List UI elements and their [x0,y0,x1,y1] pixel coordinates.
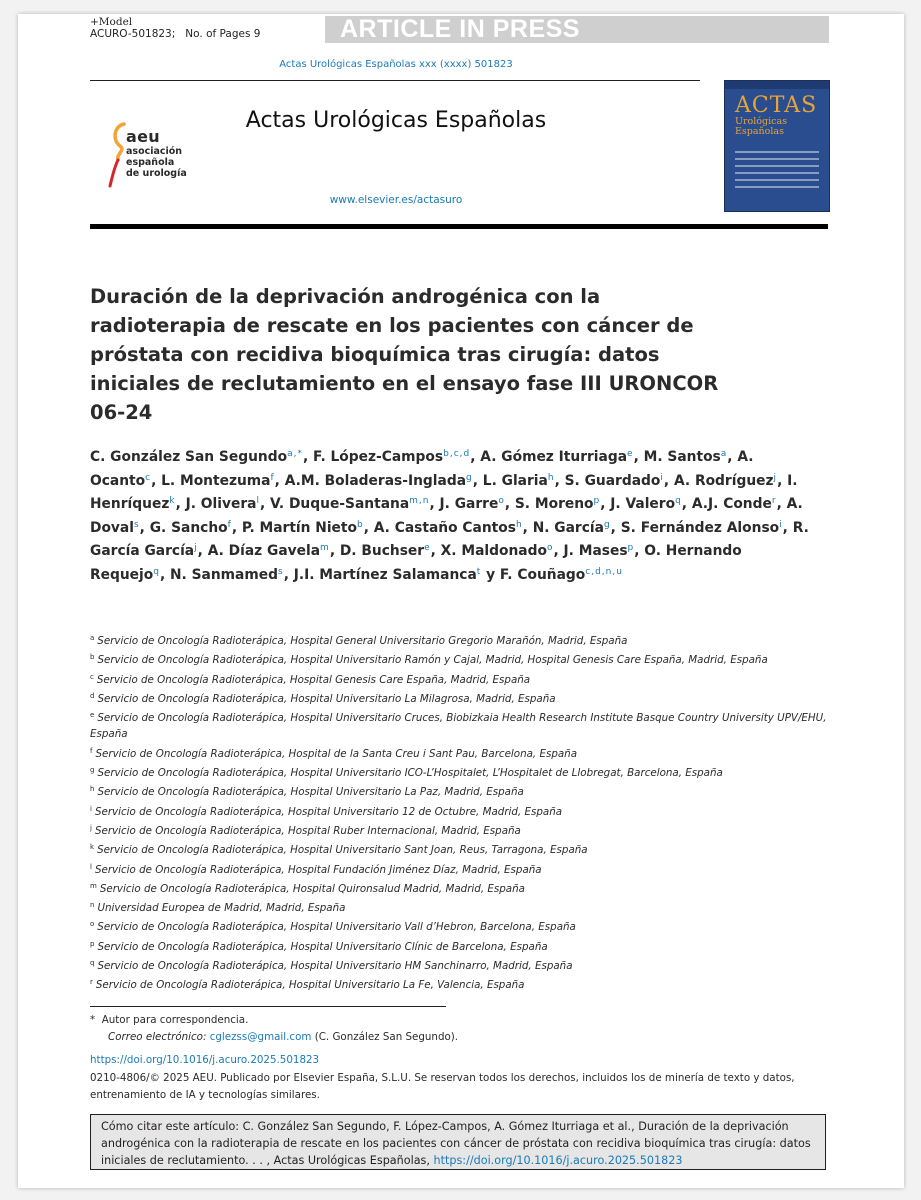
cover-subtitle: Urológicas Españolas [735,116,788,137]
affiliation-text: Servicio de Oncología Radioterápica, Hospital Universitario La Paz, Madrid, España [97,786,524,799]
author-name: A. Castaño Cantos [373,519,516,536]
author-affiliation-ref[interactable]: e [424,543,431,554]
aeu-logo-text [126,146,187,179]
article-id: ACURO-501823; [90,28,176,40]
affiliation-key: k [90,843,95,852]
affiliation-item [90,839,830,858]
affiliation-key: j [90,823,92,832]
author-affiliation-ref[interactable]: h [547,472,555,483]
author-affiliation-ref[interactable]: f [270,472,275,483]
author-list: C. González San Segundo$^{a,*}$, F. López-Campos$^{b,c,d}$, A. Gómez Iturriaga$^e$, M. Santos$^a$, A. Ocanto$^c$, L. Montezuma$^f$, A.M. Boladeras-Inglada$^g$, L. Glaria$^h$, S. Guardado$^i$, A. Rodríguez$^j$, I. Henríquez$^k$, J. Olivera$^l$, V. Duque-Santana$^{m,n}$, J. Garre$^o$, S. Moreno$^p$, J. Valero$^q$, A.J. Conde$^r$, A. Doval$^s$, G. Sancho$^f$, P. Martín Nieto$^b$, A. Castaño Cantos$^h$, N. García$^g$, S. Fernández Alonso$^i$, R. García García$^j$, A. Díaz Gavela$^m$, D. Buchser$^e$, X. Maldonado$^o$, J. Mases$^p$, O. Hernando Requejo$^q$, N. Sanmamed$^s$, J.I. Martínez Salamanca$^t$ y F. Couñago$^{c,d,n,u}$ [90,449,809,583]
author-affiliation-ref[interactable]: g [466,472,473,483]
affiliation-key: a [90,634,95,642]
author-name: R. García García [90,519,809,560]
page-count: No. of Pages 9 [185,28,261,40]
author-affiliation-ref[interactable]: k [169,496,176,507]
affiliation-text: Servicio de Oncología Radioterápica, Hospital Universitario La Fe, Valencia, España [95,979,525,992]
author-affiliation-ref[interactable]: r [771,496,777,507]
affiliation-item [90,936,830,955]
author-name: A. Rodríguez [673,472,774,489]
affiliation-key: m [90,881,97,890]
aeu-logo-line2: española [126,157,175,168]
aeu-logo-line1: asociación [126,146,183,157]
author-affiliation-ref[interactable]: t [476,566,482,577]
affiliation-item [90,688,830,707]
author-affiliation-ref[interactable]: m [320,543,330,554]
affiliation-key: e [90,711,95,720]
affiliation-text: Servicio de Oncología Radioterápica, Hospital Universitario ICO-L’Hospitalet, L’Hospitalet de Llobregat, Barcelona, España [97,767,723,780]
aeu-logo-name: aeu [126,127,160,146]
affiliation-key: g [90,766,95,775]
affiliation-key: r [90,978,93,987]
author-affiliation-ref[interactable]: h [515,519,523,530]
affiliation-text: Servicio de Oncología Radioterápica, Hospital Universitario HM Sanchinarro, Madrid, España [97,960,573,973]
author-name: J. Garre [439,496,499,513]
author-affiliation-ref[interactable]: j [194,543,198,554]
footnote-line1: Autor para correspondencia. [101,1014,249,1026]
affiliation-text: Servicio de Oncología Radioterápica, Hospital Genesis Care España, Madrid, España [96,673,531,686]
author-name: A.J. Conde [691,496,772,513]
affiliation-item [90,630,830,649]
citation-box [90,1114,826,1170]
author-affiliation-ref[interactable]: b [356,519,364,530]
affiliation-key: c [90,672,94,681]
aeu-logo-line3: de urología [126,168,187,179]
author-name: L. Glaria [482,472,548,489]
author-name: P. Martín Nieto [241,519,357,536]
cover-decorative-lines [735,151,819,193]
affiliation-list [90,630,830,994]
affiliation-item [90,820,830,839]
author-name: S. Guardado [564,472,661,489]
article-in-press-banner [325,16,829,43]
affiliation-text: Servicio de Oncología Radioterápica, Hospital Ruber Internacional, Madrid, España [94,824,521,837]
author-affiliation-ref[interactable]: q [153,566,160,577]
footnote-rule [90,1006,446,1007]
affiliation-text: Servicio de Oncología Radioterápica, Hospital Quironsalud Madrid, Madrid, España [99,882,525,895]
affiliation-item [90,762,830,781]
affiliation-text: Servicio de Oncología Radioterápica, Hospital Universitario Clínic de Barcelona, España [97,940,548,953]
journal-url-link[interactable]: www.elsevier.es/actasuro [329,194,463,206]
author-affiliation-ref[interactable]: c [145,472,152,483]
affiliation-text: Servicio de Oncología Radioterápica, Hospital Universitario Ramón y Cajal, Madrid, Hospital Genesis Care España, Madrid, España [97,654,768,667]
affiliation-key: n [90,901,95,910]
author-name: A.M. Boladeras-Inglada [284,472,467,489]
email-link[interactable]: cglezss@gmail.com [209,1031,312,1043]
author-affiliation-ref[interactable]: o [546,543,554,554]
citation-text: Cómo citar este artículo: C. González San Segundo, F. López-Campos, A. Gómez Iturriaga et al., Duración de la deprivación androgénica con la radioterapia de rescate en los pacientes con cáncer de próstata con recidiva bioquímica tras cirugía: datos iniciales de reclutamiento. . . , Actas Urológicas Españolas, [101,1120,811,1167]
author-name: A. Ocanto [90,449,754,489]
email-owner: (C. González San Segundo). [314,1031,459,1043]
author-affiliation-ref[interactable]: a,* [287,449,303,459]
footnote-marker: * [90,1014,96,1026]
journal-cover-image [724,80,830,212]
author-name: J.I. Martínez Salamanca [293,566,477,583]
author-affiliation-ref[interactable]: m,n [409,496,430,507]
author-name: A. Gómez Iturriaga [480,449,628,465]
affiliation-text: Servicio de Oncología Radioterápica, Hospital Universitario La Milagrosa, Madrid, España [97,692,556,705]
affiliation-text: Universidad Europea de Madrid, Madrid, España [97,902,346,915]
author-affiliation-ref[interactable]: e [627,449,634,459]
affiliation-item [90,743,830,762]
affiliation-item [90,916,830,935]
author-name: N. García [532,519,604,536]
author-name: M. Santos [643,449,721,465]
author-name: L. Montezuma [161,472,271,489]
affiliation-item [90,781,830,800]
author-affiliation-ref[interactable]: f [227,519,232,530]
author-affiliation-ref[interactable]: j [773,472,778,483]
affiliation-item [90,649,830,668]
affiliation-key: d [90,691,95,700]
author-name: J. Mases [563,543,628,560]
author-affiliation-ref[interactable]: a [720,449,728,459]
affiliation-item [90,955,830,974]
author-name: C. González San Segundo [90,449,288,465]
copyright-notice: 0210-4806/© 2025 AEU. Publicado por Elsevier España, S.L.U. Se reservan todos los derechos, incluidos los de minería de texto y datos, entrenamiento de IA y tecnologías similares. [90,1072,795,1101]
header-rule [90,80,700,81]
affiliation-item [90,707,830,743]
article-page [18,14,904,1188]
author-name: J. Olivera [185,496,257,513]
affiliation-item [90,859,830,878]
model-label: +Model [90,16,133,28]
affiliation-key: p [90,939,95,948]
affiliation-text: Servicio de Oncología Radioterápica, Hospital de la Santa Creu i Sant Pau, Barcelona, España [95,747,578,760]
cover-top-bar [725,81,829,89]
author-name: G. Sancho [149,519,228,536]
affiliation-key: l [90,862,92,871]
author-name: I. Henríquez [90,472,798,513]
affiliation-text: Servicio de Oncología Radioterápica, Hospital Universitario 12 de Octubre, Madrid, España [94,805,563,818]
author-affiliation-ref[interactable]: o [498,496,505,507]
author-affiliation-ref[interactable]: g [603,519,611,530]
author-affiliation-ref[interactable]: b,c,d [443,449,471,459]
affiliation-item [90,974,830,993]
affiliation-item [90,897,830,916]
journal-citation-line[interactable]: Actas Urológicas Españolas xxx (xxxx) 501823 [279,59,513,70]
journal-title: Actas Urológicas Españolas [245,108,547,133]
affiliation-key: i [90,804,92,813]
email-label: Correo electrónico: [108,1031,207,1043]
author-name: N. Sanmamed [170,566,278,583]
author-name: S. Fernández Alonso [620,519,780,536]
cover-title: ACTAS [735,93,818,118]
author-name: A. Díaz Gavela [207,543,321,560]
author-name: J. Valero [610,496,676,513]
author-name: V. Duque-Santana [270,496,410,513]
citation-doi-link[interactable]: https://doi.org/10.1016/j.acuro.2025.501823 [433,1154,683,1167]
author-name: F. López-Campos [313,449,444,465]
author-affiliation-ref[interactable]: q [675,496,682,507]
author-affiliation-ref[interactable]: p [627,543,635,554]
correspondence-footnote [90,1012,810,1046]
author-affiliation-ref[interactable]: c,d,n,u [585,566,623,577]
affiliation-item [90,878,830,897]
author-name: S. Moreno [514,496,594,513]
affiliation-key: f [90,746,93,755]
author-name: F. Couñago [499,566,586,583]
header-thick-rule [90,224,828,229]
affiliation-text: Servicio de Oncología Radioterápica, Hospital Universitario Cruces, Biobizkaia Health Research Institute Basque Country University UPV/EHU, España [90,712,827,741]
affiliation-key: b [90,653,95,662]
author-affiliation-ref[interactable]: s [133,519,140,530]
author-name: D. Buchser [339,543,425,560]
affiliation-text: Servicio de Oncología Radioterápica, Hospital Universitario Vall d’Hebron, Barcelona, España [97,921,576,934]
affiliation-text: Servicio de Oncología Radioterápica, Hospital Fundación Jiménez Díaz, Madrid, España [94,863,542,876]
affiliation-text: Servicio de Oncología Radioterápica, Hospital Universitario Sant Joan, Reus, Tarragona, España [97,844,588,857]
article-in-press-label: ARTICLE IN PRESS [340,15,580,43]
affiliation-key: q [90,959,95,968]
author-affiliation-ref[interactable]: s [277,566,284,577]
author-affiliation-ref[interactable]: i [779,519,783,530]
model-info [90,16,260,40]
affiliation-key: o [90,920,95,929]
affiliation-text: Servicio de Oncología Radioterápica, Hospital General Universitario Gregorio Marañón, Madrid, España [97,635,628,647]
author-name: A. Doval [90,496,803,536]
affiliation-item [90,801,830,820]
author-affiliation-ref[interactable]: p [593,496,601,507]
affiliation-key: h [90,785,95,794]
article-title: Duración de la deprivación androgénica con la radioterapia de rescate en los pacientes con cáncer de próstata con recidiva bioquímica tras cirugía: datos iniciales de reclutamiento en el ensayo fase III URONCOR 06-24 [90,285,719,424]
doi-link[interactable]: https://doi.org/10.1016/j.acuro.2025.501823 [90,1054,320,1066]
affiliation-item [90,669,830,688]
author-name: X. Maldonado [440,543,547,560]
author-affiliation-ref[interactable]: i [660,472,664,483]
author-affiliation-ref[interactable]: l [256,496,260,507]
author-name: O. Hernando Requejo [90,543,742,583]
